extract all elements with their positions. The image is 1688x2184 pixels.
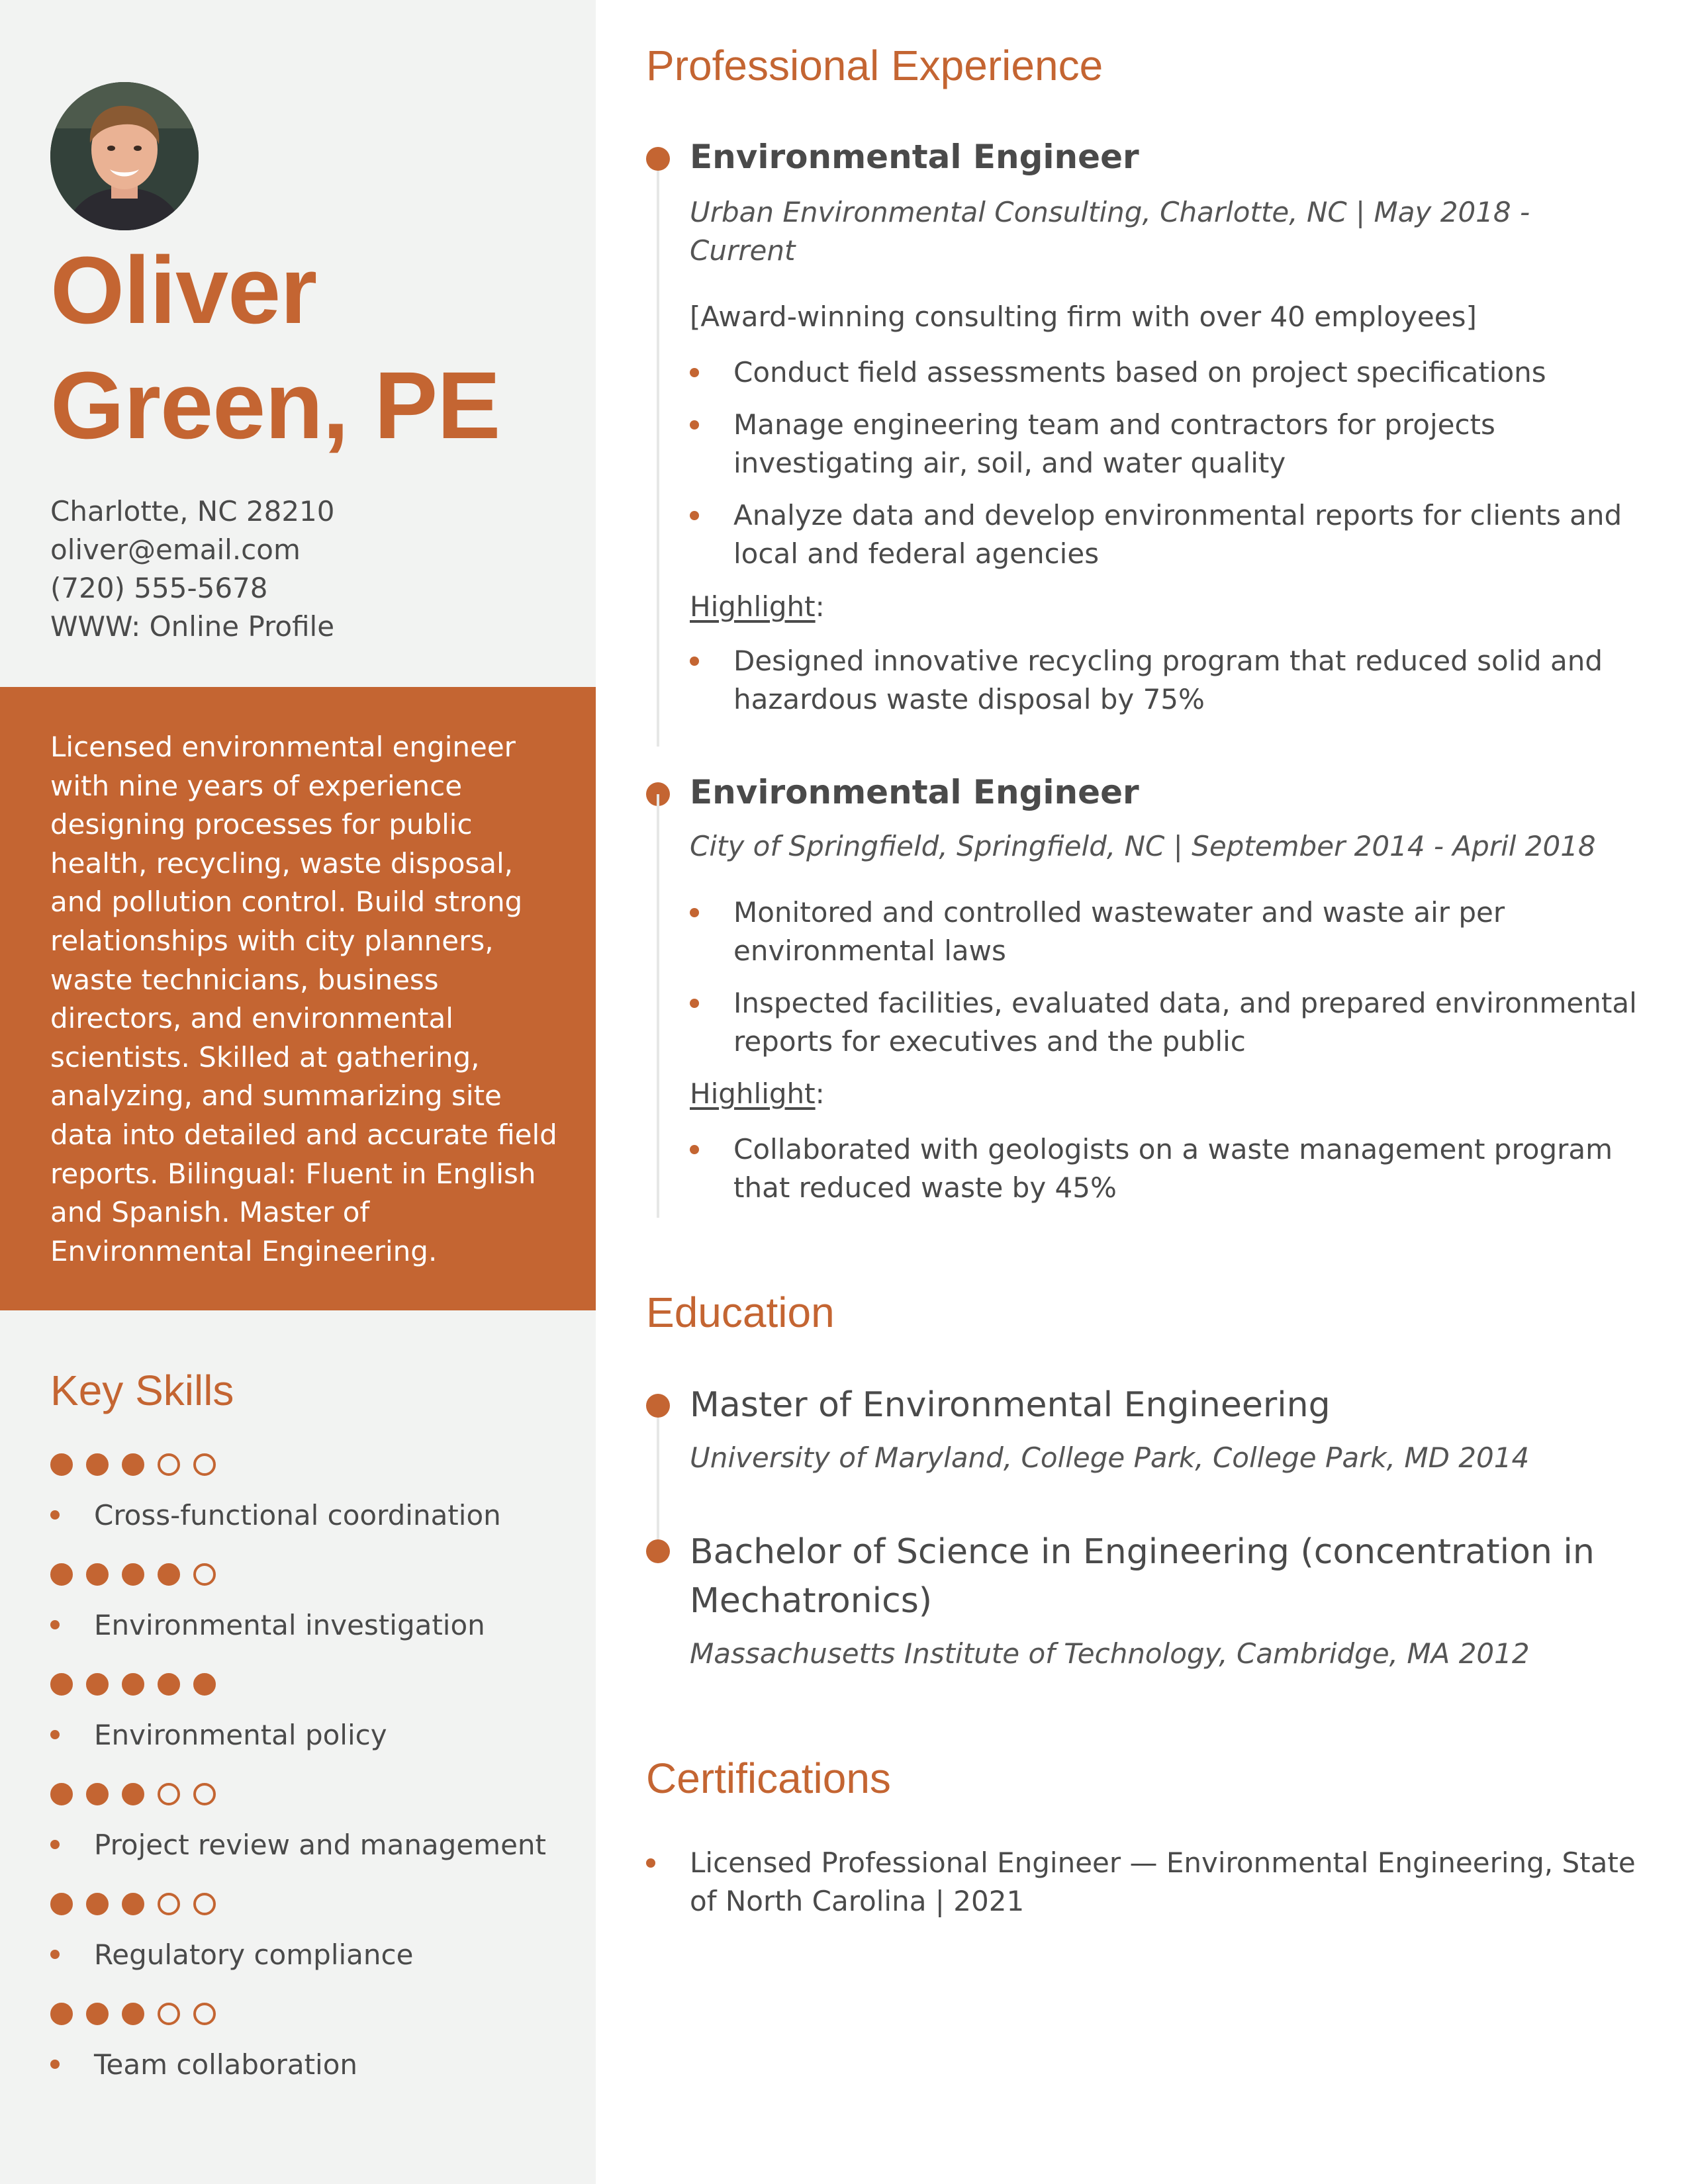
rating-dot-empty xyxy=(193,1893,216,1915)
sidebar xyxy=(0,0,596,2184)
skill-rating xyxy=(50,1893,216,1917)
rating-dot-filled xyxy=(122,1673,144,1696)
rating-dot-filled xyxy=(122,2003,144,2025)
skill-item xyxy=(50,2003,358,2113)
rating-dot-filled xyxy=(86,1563,109,1586)
rating-dot-filled xyxy=(158,1563,180,1586)
list-item: Inspected facilities, evaluated data, and prepared environmental reports for executives and the public xyxy=(690,984,1656,1061)
rating-dot-filled xyxy=(122,1453,144,1476)
skill-bullet xyxy=(50,1950,60,1959)
list-item: Conduct field assessments based on project specifications xyxy=(690,353,1656,392)
skill-rating xyxy=(50,1673,216,1697)
skill-label: Environmental investigation xyxy=(94,1609,485,1641)
degree-title: Master of Environmental Engineering xyxy=(690,1385,1331,1425)
highlight-bullets xyxy=(690,1130,1656,1221)
rating-dot-filled xyxy=(50,2003,73,2025)
key-skills-heading: Key Skills xyxy=(50,1367,234,1414)
rating-dot-filled xyxy=(50,1673,73,1696)
skill-bullet xyxy=(50,1730,60,1739)
highlight-label-text: Highlight xyxy=(690,1077,816,1110)
list-item: Collaborated with geologists on a waste management program that reduced waste by 45% xyxy=(690,1130,1656,1207)
rating-dot-filled xyxy=(122,1563,144,1586)
rating-dot-empty xyxy=(158,2003,180,2025)
job-meta: Urban Environmental Consulting, Charlotte, NC | May 2018 - Current xyxy=(690,196,1530,267)
rating-dot-empty xyxy=(193,1563,216,1586)
list-item: Designed innovative recycling program that reduced solid and hazardous waste disposal by 75% xyxy=(690,642,1656,719)
school-meta: Massachusetts Institute of Technology, Cambridge, MA 2012 xyxy=(690,1637,1530,1670)
timeline-dot xyxy=(646,1539,670,1563)
highlight-label: Highlight: xyxy=(690,1077,825,1110)
rating-dot-empty xyxy=(158,1893,180,1915)
highlight-label: Highlight: xyxy=(690,590,825,623)
skill-bullet xyxy=(50,1840,60,1849)
skill-rating xyxy=(50,1453,216,1477)
rating-dot-empty xyxy=(158,1783,180,1805)
school-meta: University of Maryland, College Park, College Park, MD 2014 xyxy=(690,1441,1530,1474)
skill-item xyxy=(50,1673,387,1783)
name-heading xyxy=(50,233,500,463)
rating-dot-filled xyxy=(50,1783,73,1805)
experience-heading: Professional Experience xyxy=(646,42,1103,89)
list-item: Monitored and controlled wastewater and waste air per environmental laws xyxy=(690,893,1656,970)
list-item: Analyze data and develop environmental reports for clients and local and federal agencies xyxy=(690,496,1656,573)
timeline-dot xyxy=(646,147,670,171)
contact-block xyxy=(50,492,335,646)
list-item: Manage engineering team and contractors for projects investigating air, soil, and water quality xyxy=(690,406,1656,482)
name-line-1: Oliver xyxy=(50,237,317,343)
rating-dot-filled xyxy=(86,1783,109,1805)
skill-label: Project review and management xyxy=(94,1829,547,1861)
skill-bullet xyxy=(50,1620,60,1629)
skill-rating xyxy=(50,1783,216,1807)
contact-email[interactable]: oliver@email.com xyxy=(50,533,301,566)
rating-dot-empty xyxy=(193,1783,216,1805)
name-line-2: Green, PE xyxy=(50,352,500,459)
experience-timeline xyxy=(657,794,659,1218)
skill-item xyxy=(50,1893,414,2003)
rating-dot-filled xyxy=(50,1893,73,1915)
rating-dot-filled xyxy=(122,1783,144,1805)
skill-item xyxy=(50,1783,547,1893)
skill-bullet xyxy=(50,1510,60,1520)
skill-item xyxy=(50,1453,501,1563)
skill-label: Team collaboration xyxy=(94,2048,358,2081)
rating-dot-filled xyxy=(193,1673,216,1696)
rating-dot-filled xyxy=(86,1673,109,1696)
cert-bullet xyxy=(646,1858,655,1868)
rating-dot-filled xyxy=(86,2003,109,2025)
timeline-dot xyxy=(646,1394,670,1418)
education-timeline xyxy=(657,1406,659,1551)
job-meta: City of Springfield, Springfield, NC | September 2014 - April 2018 xyxy=(690,830,1596,862)
skill-rating xyxy=(50,2003,216,2026)
job-bullets xyxy=(690,353,1656,587)
job-note: [Award-winning consulting firm with over 40 employees] xyxy=(690,300,1477,333)
skill-label: Regulatory compliance xyxy=(94,1938,414,1971)
rating-dot-filled xyxy=(122,1893,144,1915)
avatar xyxy=(50,82,199,230)
certifications-heading: Certifications xyxy=(646,1754,891,1802)
skill-rating xyxy=(50,1563,216,1587)
skill-bullet xyxy=(50,2060,60,2069)
skill-label: Environmental policy xyxy=(94,1719,387,1751)
rating-dot-filled xyxy=(86,1893,109,1915)
job-title: Environmental Engineer xyxy=(690,138,1139,176)
rating-dot-filled xyxy=(86,1453,109,1476)
skills-list xyxy=(50,1453,547,2113)
rating-dot-filled xyxy=(50,1563,73,1586)
highlight-label-text: Highlight xyxy=(690,590,816,623)
skill-item xyxy=(50,1563,485,1673)
education-heading: Education xyxy=(646,1289,835,1336)
contact-address: Charlotte, NC 28210 xyxy=(50,495,335,527)
rating-dot-empty xyxy=(193,2003,216,2025)
certification-item: Licensed Professional Engineer — Environmental Engineering, State of North Carolina | 2021 xyxy=(690,1846,1636,1917)
degree-title: Bachelor of Science in Engineering (concentration in Mechatronics) xyxy=(690,1532,1595,1621)
skill-label: Cross-functional coordination xyxy=(94,1499,501,1531)
rating-dot-filled xyxy=(50,1453,73,1476)
contact-website[interactable]: WWW: Online Profile xyxy=(50,610,335,643)
highlight-bullets xyxy=(690,642,1656,733)
contact-phone[interactable]: (720) 555-5678 xyxy=(50,572,268,604)
rating-dot-empty xyxy=(193,1453,216,1476)
rating-dot-empty xyxy=(158,1453,180,1476)
job-title: Environmental Engineer xyxy=(690,773,1139,811)
summary-text: Licensed environmental engineer with nine years of experience designing processes for public health, recycling, waste disposal, and pollution control. Build strong relationships with city planners, waste technicians, business directors, and environmental scientists. Skilled at gathering, analyzing, and summarizing site data into detailed and accurate field reports. Bilingual: Fluent in English and Spanish. Master of Environmental Engineering. xyxy=(50,731,557,1267)
profile-photo-icon xyxy=(50,82,199,230)
job-bullets xyxy=(690,893,1656,1075)
experience-timeline xyxy=(657,159,659,747)
rating-dot-filled xyxy=(158,1673,180,1696)
